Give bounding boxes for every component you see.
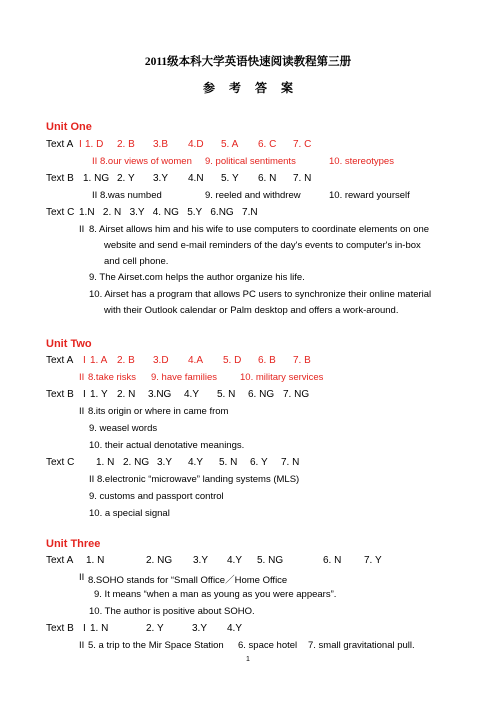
answer: 4.Y: [184, 389, 200, 400]
answer-8: 8.electronic “microwave” landing systems (MLS): [97, 474, 300, 485]
answer: 7. small gravitational pull.: [308, 640, 415, 651]
section-ii-marker: II: [89, 474, 95, 485]
section-ii-marker: II: [92, 190, 98, 201]
answer-10: 10. The author is positive about SOHO.: [89, 606, 255, 617]
answer: 5. A: [221, 139, 239, 150]
answer: 8.our views of women: [100, 156, 192, 167]
text-c-label: Text C: [46, 207, 75, 218]
answer: 5. N: [217, 389, 236, 400]
section-ii-marker: II: [79, 224, 85, 235]
answer-8-line-3: and cell phone.: [104, 256, 169, 267]
answer: 9. have families: [151, 372, 218, 383]
answer: 1. D: [85, 139, 104, 150]
answer: 7. N: [281, 457, 300, 468]
document-subtitle: 参考答案: [202, 81, 307, 95]
answer: 2. NG: [146, 555, 173, 566]
answer: 5. a trip to the Mir Space Station: [88, 640, 224, 651]
answer-8: 8.its origin or where in came from: [88, 406, 229, 417]
answer: 6. Y: [250, 457, 268, 468]
answer: 3.Y: [153, 173, 169, 184]
answer-9: 9. The Airset.com helps the author organize his life.: [89, 272, 305, 283]
answer-9: 9. customs and passport control: [89, 491, 224, 502]
text-a-label: Text A: [46, 555, 74, 566]
answer: 6. B: [258, 355, 276, 366]
answer: 6. N: [323, 555, 342, 566]
answer-10-line-2: with their Outlook calendar or Palm desktop and offers a work-around.: [104, 305, 399, 316]
section-ii-marker: II: [79, 406, 85, 417]
section-ii-marker: II: [92, 156, 98, 167]
answer: 2. Y: [146, 623, 164, 634]
text-a-label: Text A: [46, 139, 74, 150]
answer: 3.Y: [192, 623, 208, 634]
answer: 6. space hotel: [238, 640, 298, 651]
answer: 1. N: [96, 457, 115, 468]
answer: 3.D: [153, 355, 169, 366]
answer: 4.Y: [188, 457, 204, 468]
answer: 8.was numbed: [100, 190, 162, 201]
answer: 4.Y: [227, 623, 243, 634]
answer: 1. A: [90, 355, 108, 366]
answer: 6. NG: [248, 389, 275, 400]
section-i-marker: I: [83, 355, 86, 366]
answer: 7. N: [293, 173, 312, 184]
answer: 10. stereotypes: [329, 156, 394, 167]
text-b-label: Text B: [46, 173, 74, 184]
answer: 1. Y: [90, 389, 108, 400]
answer: 4.Y: [227, 555, 243, 566]
section-ii-marker: II: [79, 372, 85, 383]
answer: 3.Y: [193, 555, 209, 566]
answer: 2. B: [117, 355, 135, 366]
answer: 9. reeled and withdrew: [205, 190, 301, 201]
answer: 2. B: [117, 139, 135, 150]
answer: 5. D: [223, 355, 242, 366]
answer: 1. N: [90, 623, 109, 634]
answer: 6. N: [258, 173, 277, 184]
answer: 7. B: [293, 355, 311, 366]
answer: 1. NG: [83, 173, 110, 184]
answer: 4.N: [188, 173, 204, 184]
answer-9: 9. It means “when a man as young as you were appears”.: [94, 589, 337, 600]
answer: 6. C: [258, 139, 277, 150]
answer: 2. NG: [123, 457, 150, 468]
answer: 5. NG: [257, 555, 284, 566]
answer: 4.A: [188, 355, 204, 366]
answer-8: 8.SOHO stands for “Small Office／Home Office: [88, 575, 288, 586]
text-c-label: Text C: [46, 457, 75, 468]
answer-8-line-1: 8. Airset allows him and his wife to use computers to coordinate elements on one: [89, 224, 430, 235]
answer: 9. political sentiments: [205, 156, 296, 167]
unit-two-heading: Unit Two: [46, 338, 92, 350]
answer: 2. N: [117, 389, 136, 400]
answer: 5. Y: [221, 173, 239, 184]
page-number: 1: [246, 656, 250, 663]
text-b-label: Text B: [46, 389, 74, 400]
text-a-label: Text A: [46, 355, 74, 366]
answer-10-line-1: 10. Airset has a program that allows PC users to synchronize their online material: [89, 289, 432, 300]
answer: 8.take risks: [88, 372, 137, 383]
document-title: 2011级本科大学英语快速阅读教程第三册: [144, 56, 352, 68]
answer: 3.Y: [157, 457, 173, 468]
unit-three-heading: Unit Three: [46, 538, 101, 550]
answer: 10. reward yourself: [329, 190, 410, 201]
section-i-marker: I: [83, 623, 86, 634]
answer-8-line-2: website and send e-mail reminders of the day's events to computer's in-box: [104, 240, 421, 251]
section-i-marker: I: [79, 139, 82, 150]
section-ii-marker: II: [79, 572, 85, 583]
answer-9: 9. weasel words: [89, 423, 158, 434]
answer: 5. N: [219, 457, 238, 468]
unit-one-heading: Unit One: [46, 121, 92, 133]
answer: 10. military services: [240, 372, 324, 383]
answer: 7. Y: [364, 555, 382, 566]
answer: 3.B: [153, 139, 169, 150]
answer: 4.D: [188, 139, 204, 150]
answers: 1.N 2. N 3.Y 4. NG 5.Y 6.NG 7.N: [79, 207, 258, 218]
answer: 1. N: [86, 555, 105, 566]
answer: 3.NG: [148, 389, 172, 400]
answer-10: 10. their actual denotative meanings.: [89, 440, 245, 451]
answer-10: 10. a special signal: [89, 508, 170, 519]
section-i-marker: I: [83, 389, 86, 400]
section-ii-marker: II: [79, 640, 85, 651]
answer: 2. Y: [117, 173, 135, 184]
answer: 7. NG: [283, 389, 310, 400]
text-b-label: Text B: [46, 623, 74, 634]
answer: 7. C: [293, 139, 312, 150]
